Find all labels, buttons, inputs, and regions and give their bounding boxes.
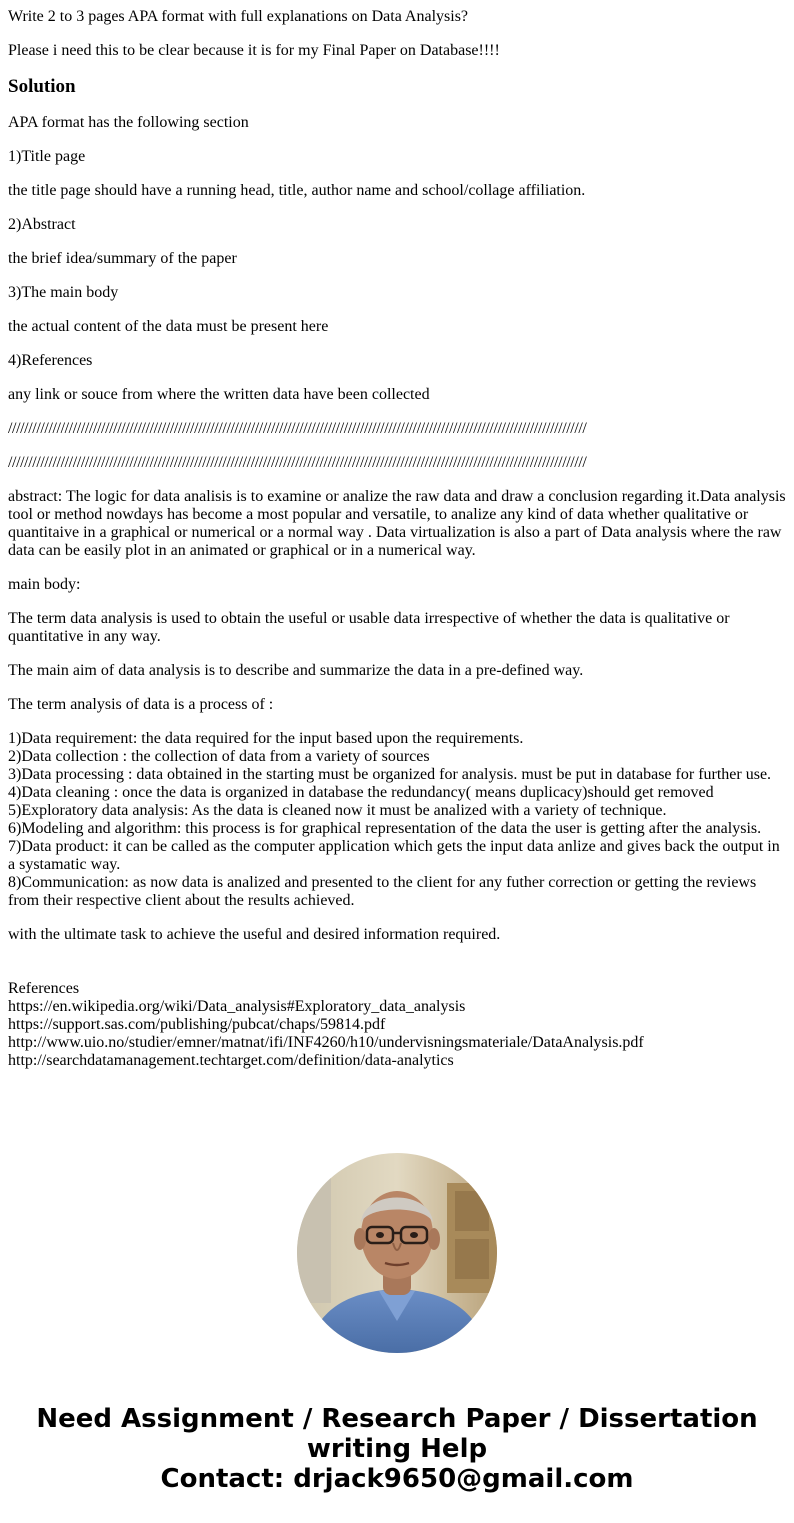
person-portrait-icon <box>297 1153 497 1353</box>
main-body-paragraph-2: The main aim of data analysis is to describe and summarize the data in a pre-defined way. <box>8 662 584 679</box>
process-steps-list <box>8 730 786 910</box>
conclusion-paragraph: with the ultimate task to achieve the useful and desired information required. <box>8 926 501 943</box>
question-line-1: Write 2 to 3 pages APA format with full explanations on Data Analysis? <box>8 8 469 25</box>
references-label: References <box>8 980 80 997</box>
section-desc-3: the actual content of the data must be present here <box>8 318 329 335</box>
main-body-paragraph-1: The term data analysis is used to obtain the useful or usable data irrespective of whether the data is qualitative or quantitative in any way. <box>8 610 730 645</box>
main-body-label: main body: <box>8 576 81 593</box>
reference-link[interactable]: https://en.wikipedia.org/wiki/Data_analysis#Exploratory_data_analysis <box>8 998 466 1015</box>
list-item: 6)Modeling and algorithm: this process is for graphical representation of the data the user is getting after the analysis. <box>8 820 762 837</box>
abstract-paragraph: abstract: The logic for data analisis is to examine or analize the raw data and draw a conclusion regarding it.Data analysis tool or method nowdays has become a most popular and versatile, to analize any kind of data whether qualitative or quantitaive in a graphical or numerical or a normal way . Data virtualization is also a part of Data analysis where the raw data can be easily plot in an animated or graphical or in a numerical way. <box>8 488 786 559</box>
contact-email[interactable]: Contact: drjack9650@gmail.com <box>160 1464 634 1494</box>
references-block <box>8 980 786 1070</box>
list-item: 2)Data collection : the collection of data from a variety of sources <box>8 748 430 765</box>
list-item: 7)Data product: it can be called as the computer application which gets the input data anlize and gives back the output in a systamatic way. <box>8 838 780 873</box>
section-desc-1: the title page should have a running head, title, author name and school/collage affiliation. <box>8 182 586 199</box>
avatar <box>297 1153 497 1353</box>
list-item: 8)Communication: as now data is analized and presented to the client for any futher correction or getting the reviews from their respective client about the results achieved. <box>8 874 757 909</box>
section-title-1: 1)Title page <box>8 148 86 165</box>
section-title-4: 4)References <box>8 352 93 369</box>
divider-1: /////////////////////////////////////////////////////////////////////////////////////////////////////////////////////////////////////////////// <box>8 420 587 437</box>
divider-2: /////////////////////////////////////////////////////////////////////////////////////////////////////////////////////////////////////////////// <box>8 454 587 471</box>
list-item: 5)Exploratory data analysis: As the data is cleaned now it must be analized with a variety of technique. <box>8 802 667 819</box>
list-item: 1)Data requirement: the data required for the input based upon the requirements. <box>8 730 524 747</box>
section-title-2: 2)Abstract <box>8 216 76 233</box>
question-line-2: Please i need this to be clear because it is for my Final Paper on Database!!!! <box>8 42 500 59</box>
reference-link[interactable]: http://searchdatamanagement.techtarget.com/definition/data-analytics <box>8 1052 454 1069</box>
section-title-3: 3)The main body <box>8 284 119 301</box>
main-body-paragraph-3: The term analysis of data is a process of : <box>8 696 274 713</box>
help-contact-banner <box>0 1404 794 1494</box>
section-desc-4: any link or souce from where the written data have been collected <box>8 386 430 403</box>
solution-heading: Solution <box>8 76 76 97</box>
banner-line-2: writing Help <box>306 1434 488 1464</box>
list-item: 3)Data processing : data obtained in the starting must be organized for analysis. must be put in database for further use. <box>8 766 772 783</box>
document-body <box>8 0 786 1070</box>
reference-link[interactable]: http://www.uio.no/studier/emner/matnat/ifi/INF4260/h10/undervisningsmateriale/DataAnalysis.pdf <box>8 1034 644 1051</box>
solution-intro: APA format has the following section <box>8 114 249 131</box>
section-desc-2: the brief idea/summary of the paper <box>8 250 237 267</box>
list-item: 4)Data cleaning : once the data is organized in database the redundancy( means duplicacy)should get removed <box>8 784 714 801</box>
reference-link[interactable]: https://support.sas.com/publishing/pubcat/chaps/59814.pdf <box>8 1016 386 1033</box>
banner-line-1: Need Assignment / Research Paper / Dissertation <box>36 1404 758 1434</box>
